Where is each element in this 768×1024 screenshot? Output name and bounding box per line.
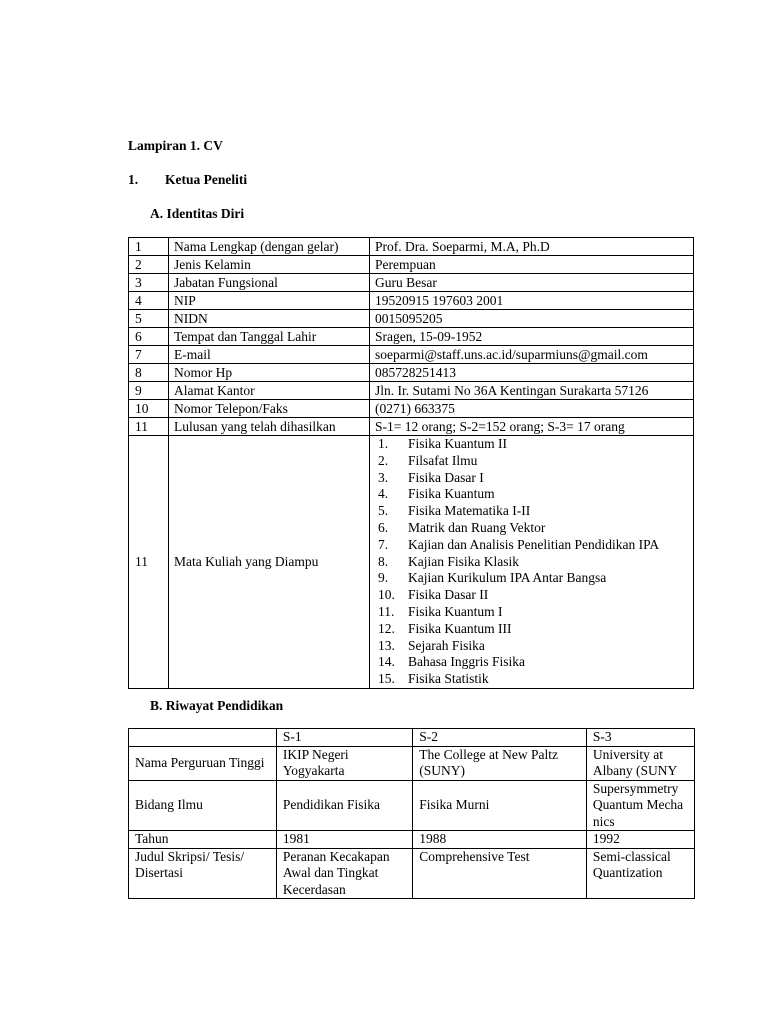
section-number: 1. [128, 172, 139, 187]
list-item-label: Bahasa Inggris Fisika [408, 654, 525, 670]
identitas-no-cell: 5 [129, 310, 169, 328]
identitas-value-cell: Sragen, 15-09-1952 [370, 328, 694, 346]
pendidikan-value-cell: Supersymmetry Quantum Mechanics [586, 780, 694, 831]
identitas-no-cell: 6 [129, 328, 169, 346]
list-item-number: 3. [378, 469, 389, 485]
identitas-value-cell: Prof. Dra. Soeparmi, M.A, Ph.D [370, 238, 694, 256]
list-item-label: Kajian Kurikulum IPA Antar Bangsa [408, 570, 607, 586]
identitas-value-cell: Perempuan [370, 256, 694, 274]
list-item [375, 537, 688, 554]
list-item-number: 14. [378, 654, 395, 670]
list-item-label: Kajian dan Analisis Penelitian Pendidikan IPA [408, 536, 660, 552]
pendidikan-value-cell: University at Albany (SUNY [586, 746, 694, 780]
list-item [375, 604, 688, 621]
pendidikan-label-cell: Judul Skripsi/ Tesis/ Disertasi [129, 848, 277, 899]
pendidikan-value-cell: The College at New Paltz (SUNY) [413, 746, 587, 780]
pendidikan-row [129, 780, 695, 831]
identitas-row [129, 292, 694, 310]
list-item [375, 638, 688, 655]
pendidikan-value-cell: IKIP Negeri Yogyakarta [276, 746, 412, 780]
pendidikan-row [129, 831, 695, 849]
pendidikan-value-cell: Pendidikan Fisika [276, 780, 412, 831]
list-item-number: 7. [378, 536, 389, 552]
list-item [375, 486, 688, 503]
list-item-label: Fisika Kuantum [408, 486, 495, 502]
identitas-no-cell: 7 [129, 346, 169, 364]
pendidikan-value-cell: Peranan Kecakapan Awal dan Tingkat Kecerdasan [276, 848, 412, 899]
pendidikan-value-cell: Fisika Murni [413, 780, 587, 831]
identitas-field-cell: E-mail [169, 346, 370, 364]
identitas-no-cell: 3 [129, 274, 169, 292]
identitas-value-cell: 085728251413 [370, 364, 694, 382]
identitas-no-cell: 8 [129, 364, 169, 382]
pendidikan-header-cell [129, 729, 277, 747]
pendidikan-label-cell: Nama Perguruan Tinggi [129, 746, 277, 780]
pendidikan-row [129, 746, 695, 780]
pendidikan-value-cell: Semi-classical Quantization [586, 848, 694, 899]
pendidikan-row [129, 848, 695, 899]
list-item [375, 671, 688, 688]
pendidikan-value-cell: Comprehensive Test [413, 848, 587, 899]
identitas-field-cell: Nomor Hp [169, 364, 370, 382]
list-item [375, 436, 688, 453]
identitas-value-cell: (0271) 663375 [370, 400, 694, 418]
list-item-number: 12. [378, 620, 395, 636]
list-item-label: Fisika Kuantum I [408, 603, 503, 619]
identitas-no-cell: 9 [129, 382, 169, 400]
list-item-number: 8. [378, 553, 389, 569]
identitas-row [129, 238, 694, 256]
list-item-number: 6. [378, 519, 389, 535]
identitas-field-cell: NIDN [169, 310, 370, 328]
pendidikan-value-cell: 1988 [413, 831, 587, 849]
list-item-label: Sejarah Fisika [408, 637, 485, 653]
subsection-a-heading: A. Identitas Diri [150, 206, 245, 221]
list-item-number: 13. [378, 637, 395, 653]
identitas-value-cell: 19520915 197603 2001 [370, 292, 694, 310]
list-item-label: Fisika Dasar I [408, 469, 484, 485]
list-item-number: 10. [378, 587, 395, 603]
pendidikan-table [128, 728, 695, 899]
identitas-field-cell: Nomor Telepon/Faks [169, 400, 370, 418]
identitas-row [129, 310, 694, 328]
identitas-field-cell: Alamat Kantor [169, 382, 370, 400]
mata-kuliah-list [375, 436, 688, 688]
identitas-row [129, 400, 694, 418]
list-item [375, 570, 688, 587]
section-heading [128, 172, 247, 188]
list-item-label: Filsafat Ilmu [408, 452, 478, 468]
pendidikan-label-cell: Bidang Ilmu [129, 780, 277, 831]
list-item [375, 470, 688, 487]
identitas-row [129, 274, 694, 292]
section-label: Ketua Peneliti [165, 172, 248, 187]
list-item-label: Fisika Kuantum III [408, 620, 512, 636]
list-item-label: Matrik dan Ruang Vektor [408, 519, 546, 535]
pendidikan-label-cell: Tahun [129, 831, 277, 849]
mata-kuliah-no-cell: 11 [129, 436, 169, 689]
list-item [375, 554, 688, 571]
list-item [375, 453, 688, 470]
identitas-value-cell: Jln. Ir. Sutami No 36A Kentingan Surakarta 57126 [370, 382, 694, 400]
list-item-number: 11. [378, 603, 395, 619]
identitas-field-cell: Lulusan yang telah dihasilkan [169, 418, 370, 436]
identitas-no-cell: 11 [129, 418, 169, 436]
list-item [375, 520, 688, 537]
document-title: Lampiran 1. CV [128, 138, 223, 153]
list-item-number: 9. [378, 570, 389, 586]
identitas-value-cell: soeparmi@staff.uns.ac.id/suparmiuns@gmail.com [370, 346, 694, 364]
identitas-row [129, 256, 694, 274]
pendidikan-value-cell: 1992 [586, 831, 694, 849]
identitas-no-cell: 4 [129, 292, 169, 310]
list-item [375, 587, 688, 604]
pendidikan-header-cell: S-1 [276, 729, 412, 747]
list-item-label: Fisika Statistik [408, 671, 489, 687]
identitas-no-cell: 2 [129, 256, 169, 274]
identitas-table [128, 237, 694, 689]
identitas-no-cell: 1 [129, 238, 169, 256]
list-item-label: Fisika Dasar II [408, 587, 489, 603]
pendidikan-header-cell: S-3 [586, 729, 694, 747]
identitas-row [129, 328, 694, 346]
identitas-no-cell: 10 [129, 400, 169, 418]
identitas-field-cell: Nama Lengkap (dengan gelar) [169, 238, 370, 256]
list-item [375, 621, 688, 638]
identitas-value-cell: Guru Besar [370, 274, 694, 292]
list-item-number: 2. [378, 452, 389, 468]
identitas-field-cell: Tempat dan Tanggal Lahir [169, 328, 370, 346]
identitas-row [129, 364, 694, 382]
mata-kuliah-list-cell [370, 436, 694, 689]
pendidikan-header-cell: S-2 [413, 729, 587, 747]
mata-kuliah-field-cell: Mata Kuliah yang Diampu [169, 436, 370, 689]
list-item-label: Fisika Kuantum II [408, 436, 507, 451]
list-item-number: 15. [378, 671, 395, 687]
identitas-value-cell: S-1= 12 orang; S-2=152 orang; S-3= 17 orang [370, 418, 694, 436]
list-item-number: 5. [378, 503, 389, 519]
identitas-value-cell: 0015095205 [370, 310, 694, 328]
list-item-label: Fisika Matematika I-II [408, 503, 531, 519]
list-item-label: Kajian Fisika Klasik [408, 553, 519, 569]
identitas-row [129, 346, 694, 364]
list-item [375, 503, 688, 520]
subsection-b-heading: B. Riwayat Pendidikan [150, 698, 284, 713]
identitas-field-cell: NIP [169, 292, 370, 310]
pendidikan-header-row [129, 729, 695, 747]
list-item-number: 4. [378, 486, 389, 502]
identitas-row [129, 418, 694, 436]
identitas-field-cell: Jabatan Fungsional [169, 274, 370, 292]
mata-kuliah-row [129, 436, 694, 689]
identitas-row [129, 382, 694, 400]
identitas-field-cell: Jenis Kelamin [169, 256, 370, 274]
pendidikan-value-cell: 1981 [276, 831, 412, 849]
list-item [375, 654, 688, 671]
list-item-number: 1. [378, 436, 389, 451]
